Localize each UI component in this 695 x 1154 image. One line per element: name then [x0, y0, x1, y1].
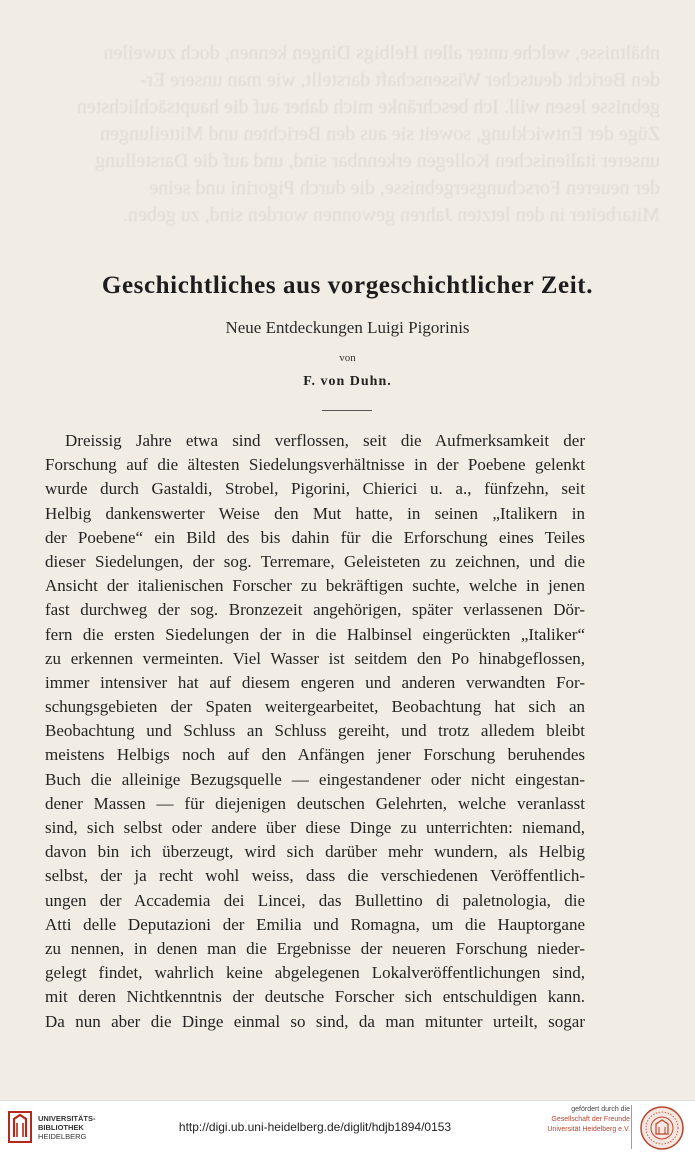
body-line: immer intensiver hat auf diesem engeren und anderen verwandten For- [45, 672, 585, 692]
university-seal-icon [640, 1106, 684, 1150]
body-line: Ansicht der italienischen Forscher zu bekräftigen suchte, welche in jenen [45, 576, 585, 596]
body-line: mit deren Nichtkenntnis der deutsche Forscher sich entschuldigen kann. [45, 987, 585, 1007]
body-line: zu nennen, in denen man die Ergebnisse der neueren Forschung nieder- [45, 938, 585, 958]
source-url-link[interactable]: http://digi.ub.uni-heidelberg.de/diglit/hdjb1894/0153 [178, 1120, 452, 1134]
body-line: schungsgebieten der Spaten weitergearbeitet, Beobachtung hat sich an [45, 697, 585, 717]
body-line: davon bin ich überzeugt, wird sich darüber mehr wundern, als Helbig [45, 842, 585, 862]
body-line: Da nun aber die Dinge einmal so sind, da man mitunter urteilt, sogar [45, 1011, 585, 1031]
sponsor-label: gefördert durch die [571, 1106, 630, 1113]
body-text [45, 429, 585, 1034]
library-name-line3: HEIDELBERG [38, 1132, 87, 1141]
body-line: Helbig dankenswerter Weise den Mut hatte, in seinen „Italikern in [45, 503, 585, 523]
library-name [38, 1114, 96, 1141]
body-line: der Poebene“ ein Bild des bis dahin für die Erforschung eines Teiles [45, 527, 585, 547]
sponsor-line1: Gesellschaft der Freunde [551, 1116, 630, 1123]
body-line: dener Massen — für diejenigen deutschen Gelehrten, welche veranlasst [45, 793, 585, 813]
bleed-through-text: nhältnisse, welche unter allen Helbigs Dingen kennen, doch zuweilen den Bericht deutscher Wissenschaft darstellt, wie man unsere Er- gebnisse lesen will. Ich beschränke mich daher auf die hauptsächlichsten Züge der Entwicklung, soweit sie aus den Berichten und Mitteilungen unserer italienischen Kollegen erkennbar sind, und auf die Darstellung der neueren Forschungsergebnisse, die durch Pigorini und seine Mitarbeiter in den letzten Jahren gewonnen worden sind, zu geben. [76, 42, 660, 226]
library-logo-icon [8, 1111, 32, 1143]
body-line: wurde durch Gastaldi, Strobel, Pigorini, Chierici u. a., fünfzehn, seit [45, 479, 585, 499]
library-name-line1: UNIVERSITÄTS- [38, 1114, 96, 1123]
body-line: ungen der Accademia dei Lincei, das Bullettino di paletnologia, die [45, 890, 585, 910]
sponsor-line2: Universität Heidelberg e.V. [547, 1126, 630, 1133]
body-line: selbst, der ja recht wohl weiss, dass die verschiedenen Veröffentlich- [45, 866, 585, 886]
body-line: fast durchweg der sog. Bronzezeit angehörigen, später verlassenen Dör- [45, 600, 585, 620]
body-line: Dreissig Jahre etwa sind verflossen, seit die Aufmerksamkeit der [65, 431, 585, 450]
body-line: Forschung auf die ältesten Siedelungsverhältnisse in der Poebene gelenkt [45, 455, 585, 475]
body-line: Atti delle Deputazioni der Emilia und Romagna, um die Hauptorgane [45, 914, 585, 934]
article-subtitle: Neue Entdeckungen Luigi Pigorinis [225, 318, 470, 337]
digitization-footer [0, 1100, 695, 1154]
sponsor-credit [520, 1105, 630, 1135]
body-line: gelegt findet, wahrlich keine abgelegenen Lokalveröffentlichungen sind, [45, 963, 585, 983]
body-line: meistens Helbigs noch auf den Anfängen jener Forschung beruhendes [45, 745, 585, 765]
footer-divider [631, 1105, 632, 1149]
body-line: dieser Siedelungen, der sog. Terremare, Geleisteten zu zeichnen, und die [45, 551, 585, 571]
title-divider [322, 410, 372, 411]
library-name-line2: BIBLIOTHEK [38, 1123, 84, 1132]
article-title: Geschichtliches aus vorgeschichtlicher Zeit. [101, 272, 594, 299]
body-line: Buch die alleinige Bezugsquelle — eingestandener oder nicht eingestan- [45, 769, 585, 789]
byline-prefix: von [339, 352, 356, 364]
body-line: Beobachtung und Schluss an Schluss gereiht, und trotz alledem bleibt [45, 721, 585, 741]
author-name: F. von Duhn. [303, 374, 392, 389]
body-line: fern die ersten Siedelungen der in die Halbinsel eingerückten „Italiker“ [45, 624, 585, 644]
body-line: sind, sich selbst oder andere über diese Dinge zu unterrichten: niemand, [45, 818, 585, 837]
body-line: zu erkennen vermeinten. Viel Wasser ist seitdem den Po hinabgeflossen, [45, 648, 585, 668]
